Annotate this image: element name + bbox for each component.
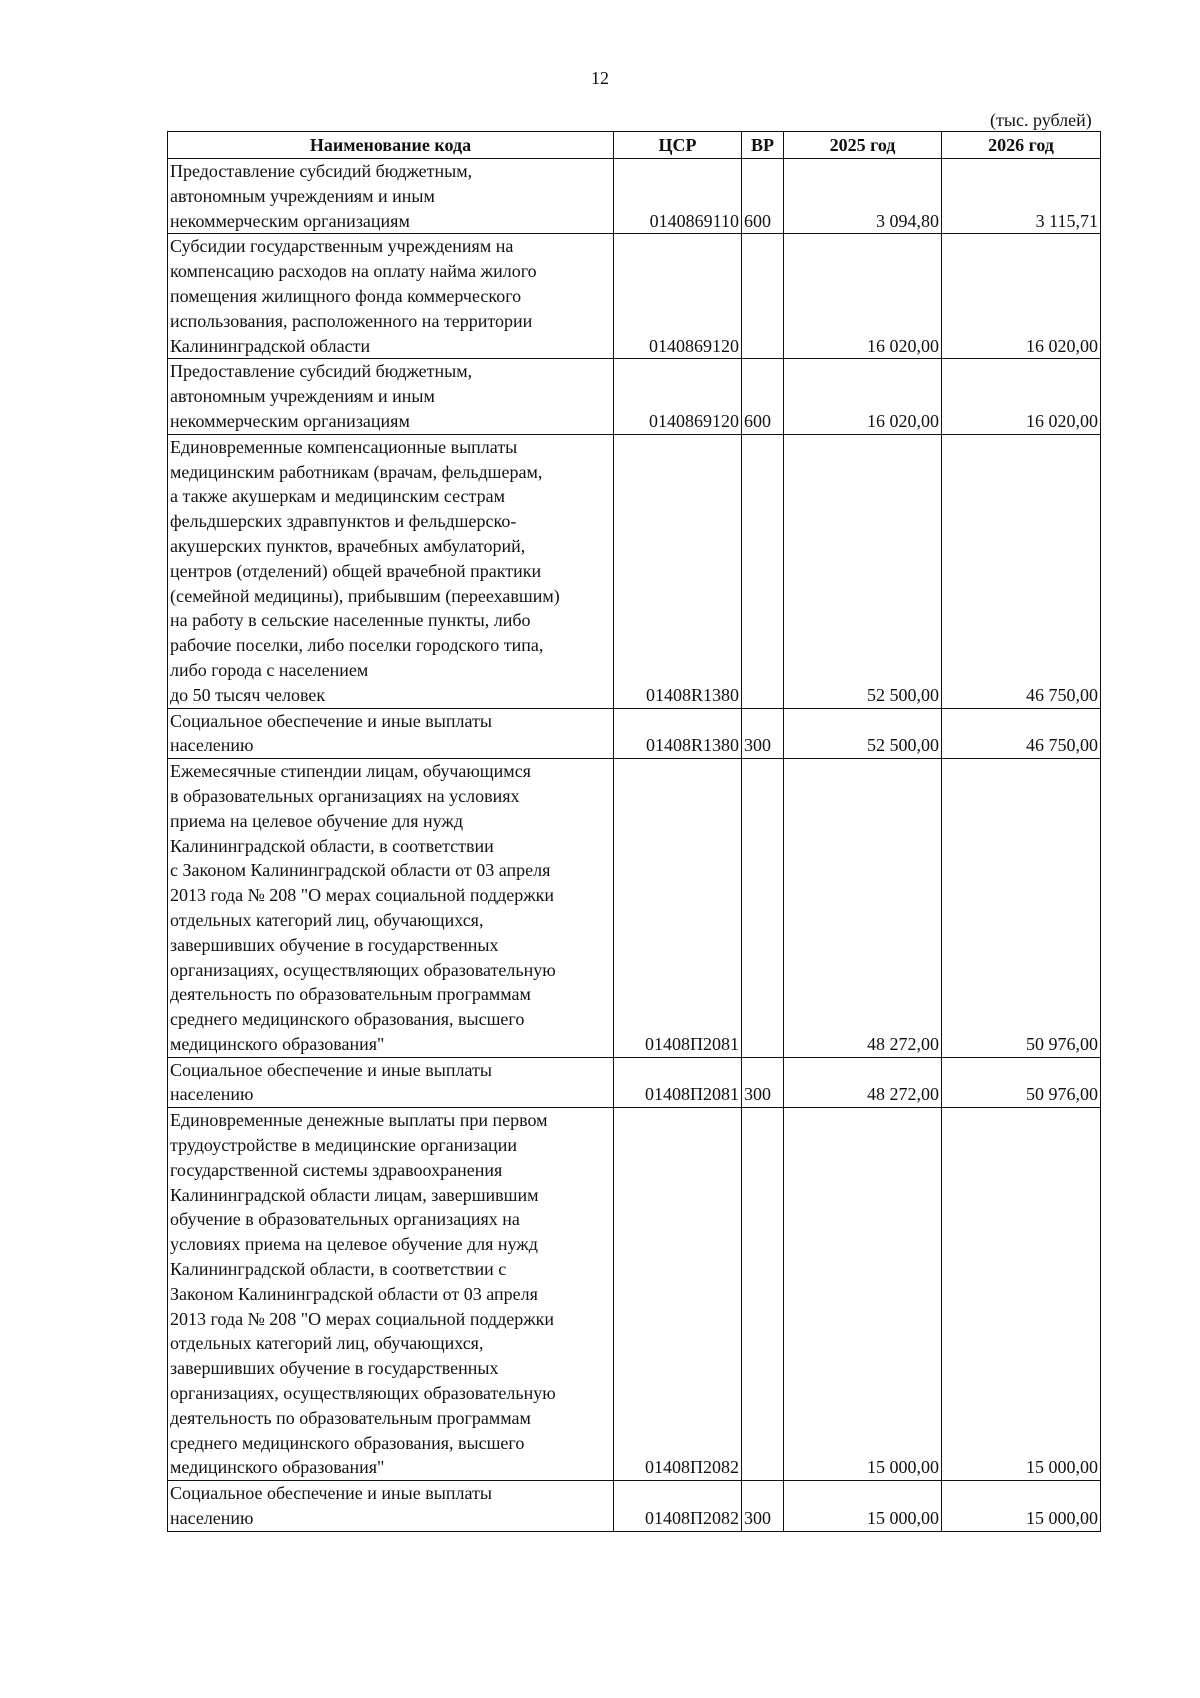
- table-row: [168, 159, 1101, 234]
- cell-name: [168, 159, 614, 234]
- cell-name-line: Предоставление субсидий бюджетным,: [170, 361, 473, 382]
- cell-name-line: (семейной медицины), прибывшим (переехавшим): [170, 585, 560, 606]
- cell-name-line: либо города с населением: [170, 659, 369, 680]
- cell-name-line: Субсидии государственным учреждениям на: [170, 236, 514, 257]
- cell-name: [168, 434, 614, 708]
- cell-2026: 15 000,00: [942, 1481, 1101, 1532]
- cell-2026: 50 976,00: [942, 1057, 1101, 1108]
- table-row: [168, 434, 1101, 708]
- cell-name-line: использования, расположенного на территории: [170, 310, 533, 331]
- cell-name: [168, 1481, 614, 1532]
- cell-name-line: Социальное обеспечение и иные выплаты: [170, 710, 492, 731]
- cell-name-line: 2013 года № 208 "О мерах социальной поддержки: [170, 885, 555, 906]
- cell-2025: 52 500,00: [784, 434, 942, 708]
- cell-name-line: некоммерческим организациям: [170, 410, 410, 431]
- cell-csr: 01408R1380: [614, 434, 742, 708]
- cell-2025: 16 020,00: [784, 234, 942, 359]
- table-row: [168, 359, 1101, 434]
- cell-name-line: рабочие поселки, либо поселки городского типа,: [170, 635, 544, 656]
- cell-name: [168, 1108, 614, 1481]
- cell-csr: 01408R1380: [614, 708, 742, 759]
- cell-vr: [742, 1108, 784, 1481]
- cell-name-line: деятельность по образовательным программам: [170, 984, 531, 1005]
- units-label: (тыс. рублей): [990, 110, 1092, 130]
- cell-name-line: акушерских пунктов, врачебных амбулаторий,: [170, 535, 526, 556]
- table-row: [168, 1108, 1101, 1481]
- cell-name-line: Предоставление субсидий бюджетным,: [170, 161, 473, 181]
- cell-2025: 48 272,00: [784, 1057, 942, 1108]
- cell-name-line: трудоустройстве в медицинские организации: [170, 1135, 517, 1156]
- table-body: [168, 159, 1101, 1532]
- cell-name: [168, 759, 614, 1058]
- table-header-row: [168, 132, 1101, 159]
- cell-name-line: организациях, осуществляющих образовательную: [170, 1383, 556, 1404]
- cell-2025: 52 500,00: [784, 708, 942, 759]
- table-row: [168, 759, 1101, 1058]
- cell-name-line: государственной системы здравоохранения: [170, 1159, 503, 1180]
- cell-name: [168, 234, 614, 359]
- cell-2025: 3 094,80: [784, 159, 942, 234]
- cell-2026: 16 020,00: [942, 234, 1101, 359]
- cell-name-line: медицинского образования": [170, 1457, 385, 1478]
- cell-2026: 46 750,00: [942, 434, 1101, 708]
- header-2026: 2026 год: [942, 132, 1101, 159]
- cell-name-line: медицинским работникам (врачам, фельдшерам,: [170, 461, 543, 482]
- cell-2025: 48 272,00: [784, 759, 942, 1058]
- cell-2026: 50 976,00: [942, 759, 1101, 1058]
- cell-vr: 300: [742, 1481, 784, 1532]
- cell-name-line: с Законом Калининградской области от 03 апреля: [170, 860, 551, 881]
- cell-name-line: автономным учреждениям и иным: [170, 386, 435, 407]
- cell-vr: 300: [742, 1057, 784, 1108]
- cell-csr: 01408П2081: [614, 1057, 742, 1108]
- cell-name-line: Социальное обеспечение и иные выплаты: [170, 1059, 492, 1080]
- cell-vr: 600: [742, 359, 784, 434]
- cell-name-line: отдельных категорий лиц, обучающихся,: [170, 1333, 484, 1354]
- table-row: [168, 708, 1101, 759]
- cell-2026: 15 000,00: [942, 1108, 1101, 1481]
- table-row: [168, 1481, 1101, 1532]
- cell-name-line: приема на целевое обучение для нужд: [170, 810, 463, 831]
- cell-name-line: деятельность по образовательным программам: [170, 1407, 531, 1428]
- cell-name-line: отдельных категорий лиц, обучающихся,: [170, 909, 484, 930]
- cell-csr: 01408П2082: [614, 1108, 742, 1481]
- cell-name-line: организациях, осуществляющих образовательную: [170, 959, 556, 980]
- cell-name: [168, 1057, 614, 1108]
- cell-2025: 15 000,00: [784, 1108, 942, 1481]
- cell-name-line: помещения жилищного фонда коммерческого: [170, 285, 522, 306]
- cell-vr: [742, 434, 784, 708]
- cell-name-line: условиях приема на целевое обучение для нужд: [170, 1234, 538, 1255]
- cell-name-line: населению: [170, 1084, 254, 1105]
- cell-name-line: 2013 года № 208 "О мерах социальной поддержки: [170, 1308, 555, 1329]
- table-row: [168, 234, 1101, 359]
- cell-csr: 0140869120: [614, 234, 742, 359]
- cell-name-line: до 50 тысяч человек: [170, 684, 326, 705]
- cell-csr: 0140869110: [614, 159, 742, 234]
- cell-name-line: Ежемесячные стипендии лицам, обучающимся: [170, 761, 531, 782]
- cell-csr: 01408П2081: [614, 759, 742, 1058]
- cell-name-line: компенсацию расходов на оплату найма жилого: [170, 261, 537, 282]
- cell-name-line: Калининградской области лицам, завершившим: [170, 1184, 539, 1205]
- cell-vr: [742, 759, 784, 1058]
- header-2025: 2025 год: [784, 132, 942, 159]
- header-csr: ЦСР: [614, 132, 742, 159]
- cell-name-line: Единовременные денежные выплаты при первом: [170, 1110, 548, 1131]
- cell-name-line: а также акушеркам и медицинским сестрам: [170, 486, 506, 507]
- cell-vr: [742, 234, 784, 359]
- cell-name-line: обучение в образовательных организациях на: [170, 1209, 520, 1230]
- cell-2025: 15 000,00: [784, 1481, 942, 1532]
- cell-name-line: Калининградской области, в соответствии с: [170, 1259, 507, 1280]
- cell-name-line: Калининградской области, в соответствии: [170, 835, 494, 856]
- cell-name-line: Единовременные компенсационные выплаты: [170, 436, 518, 457]
- cell-name-line: фельдшерских здравпунктов и фельдшерско-: [170, 511, 517, 532]
- cell-name-line: среднего медицинского образования, высшего: [170, 1009, 525, 1030]
- cell-2025: 16 020,00: [784, 359, 942, 434]
- budget-table: [167, 131, 1101, 1532]
- cell-2026: 3 115,71: [942, 159, 1101, 234]
- cell-name-line: среднего медицинского образования, высшего: [170, 1432, 525, 1453]
- cell-name-line: завершивших обучение в государственных: [170, 1358, 499, 1379]
- header-vr: ВР: [742, 132, 784, 159]
- cell-name-line: некоммерческим организациям: [170, 210, 410, 231]
- cell-name-line: Законом Калининградской области от 03 апреля: [170, 1283, 538, 1304]
- cell-name-line: автономным учреждениям и иным: [170, 185, 435, 206]
- page-number: 12: [591, 68, 609, 88]
- cell-name-line: завершивших обучение в государственных: [170, 934, 499, 955]
- cell-csr: 01408П2082: [614, 1481, 742, 1532]
- table-row: [168, 1057, 1101, 1108]
- cell-vr: 300: [742, 708, 784, 759]
- cell-2026: 46 750,00: [942, 708, 1101, 759]
- cell-name-line: населению: [170, 1508, 254, 1529]
- cell-2026: 16 020,00: [942, 359, 1101, 434]
- cell-name: [168, 708, 614, 759]
- cell-name-line: на работу в сельские населенные пункты, либо: [170, 610, 531, 631]
- cell-name-line: Калининградской области: [170, 335, 371, 356]
- cell-name-line: центров (отделений) общей врачебной практики: [170, 560, 542, 581]
- cell-name-line: в образовательных организациях на условиях: [170, 785, 520, 806]
- header-name: Наименование кода: [168, 132, 614, 159]
- cell-csr: 0140869120: [614, 359, 742, 434]
- cell-name-line: Социальное обеспечение и иные выплаты: [170, 1483, 492, 1504]
- cell-name: [168, 359, 614, 434]
- cell-name-line: медицинского образования": [170, 1033, 385, 1054]
- cell-name-line: населению: [170, 735, 254, 756]
- cell-vr: 600: [742, 159, 784, 234]
